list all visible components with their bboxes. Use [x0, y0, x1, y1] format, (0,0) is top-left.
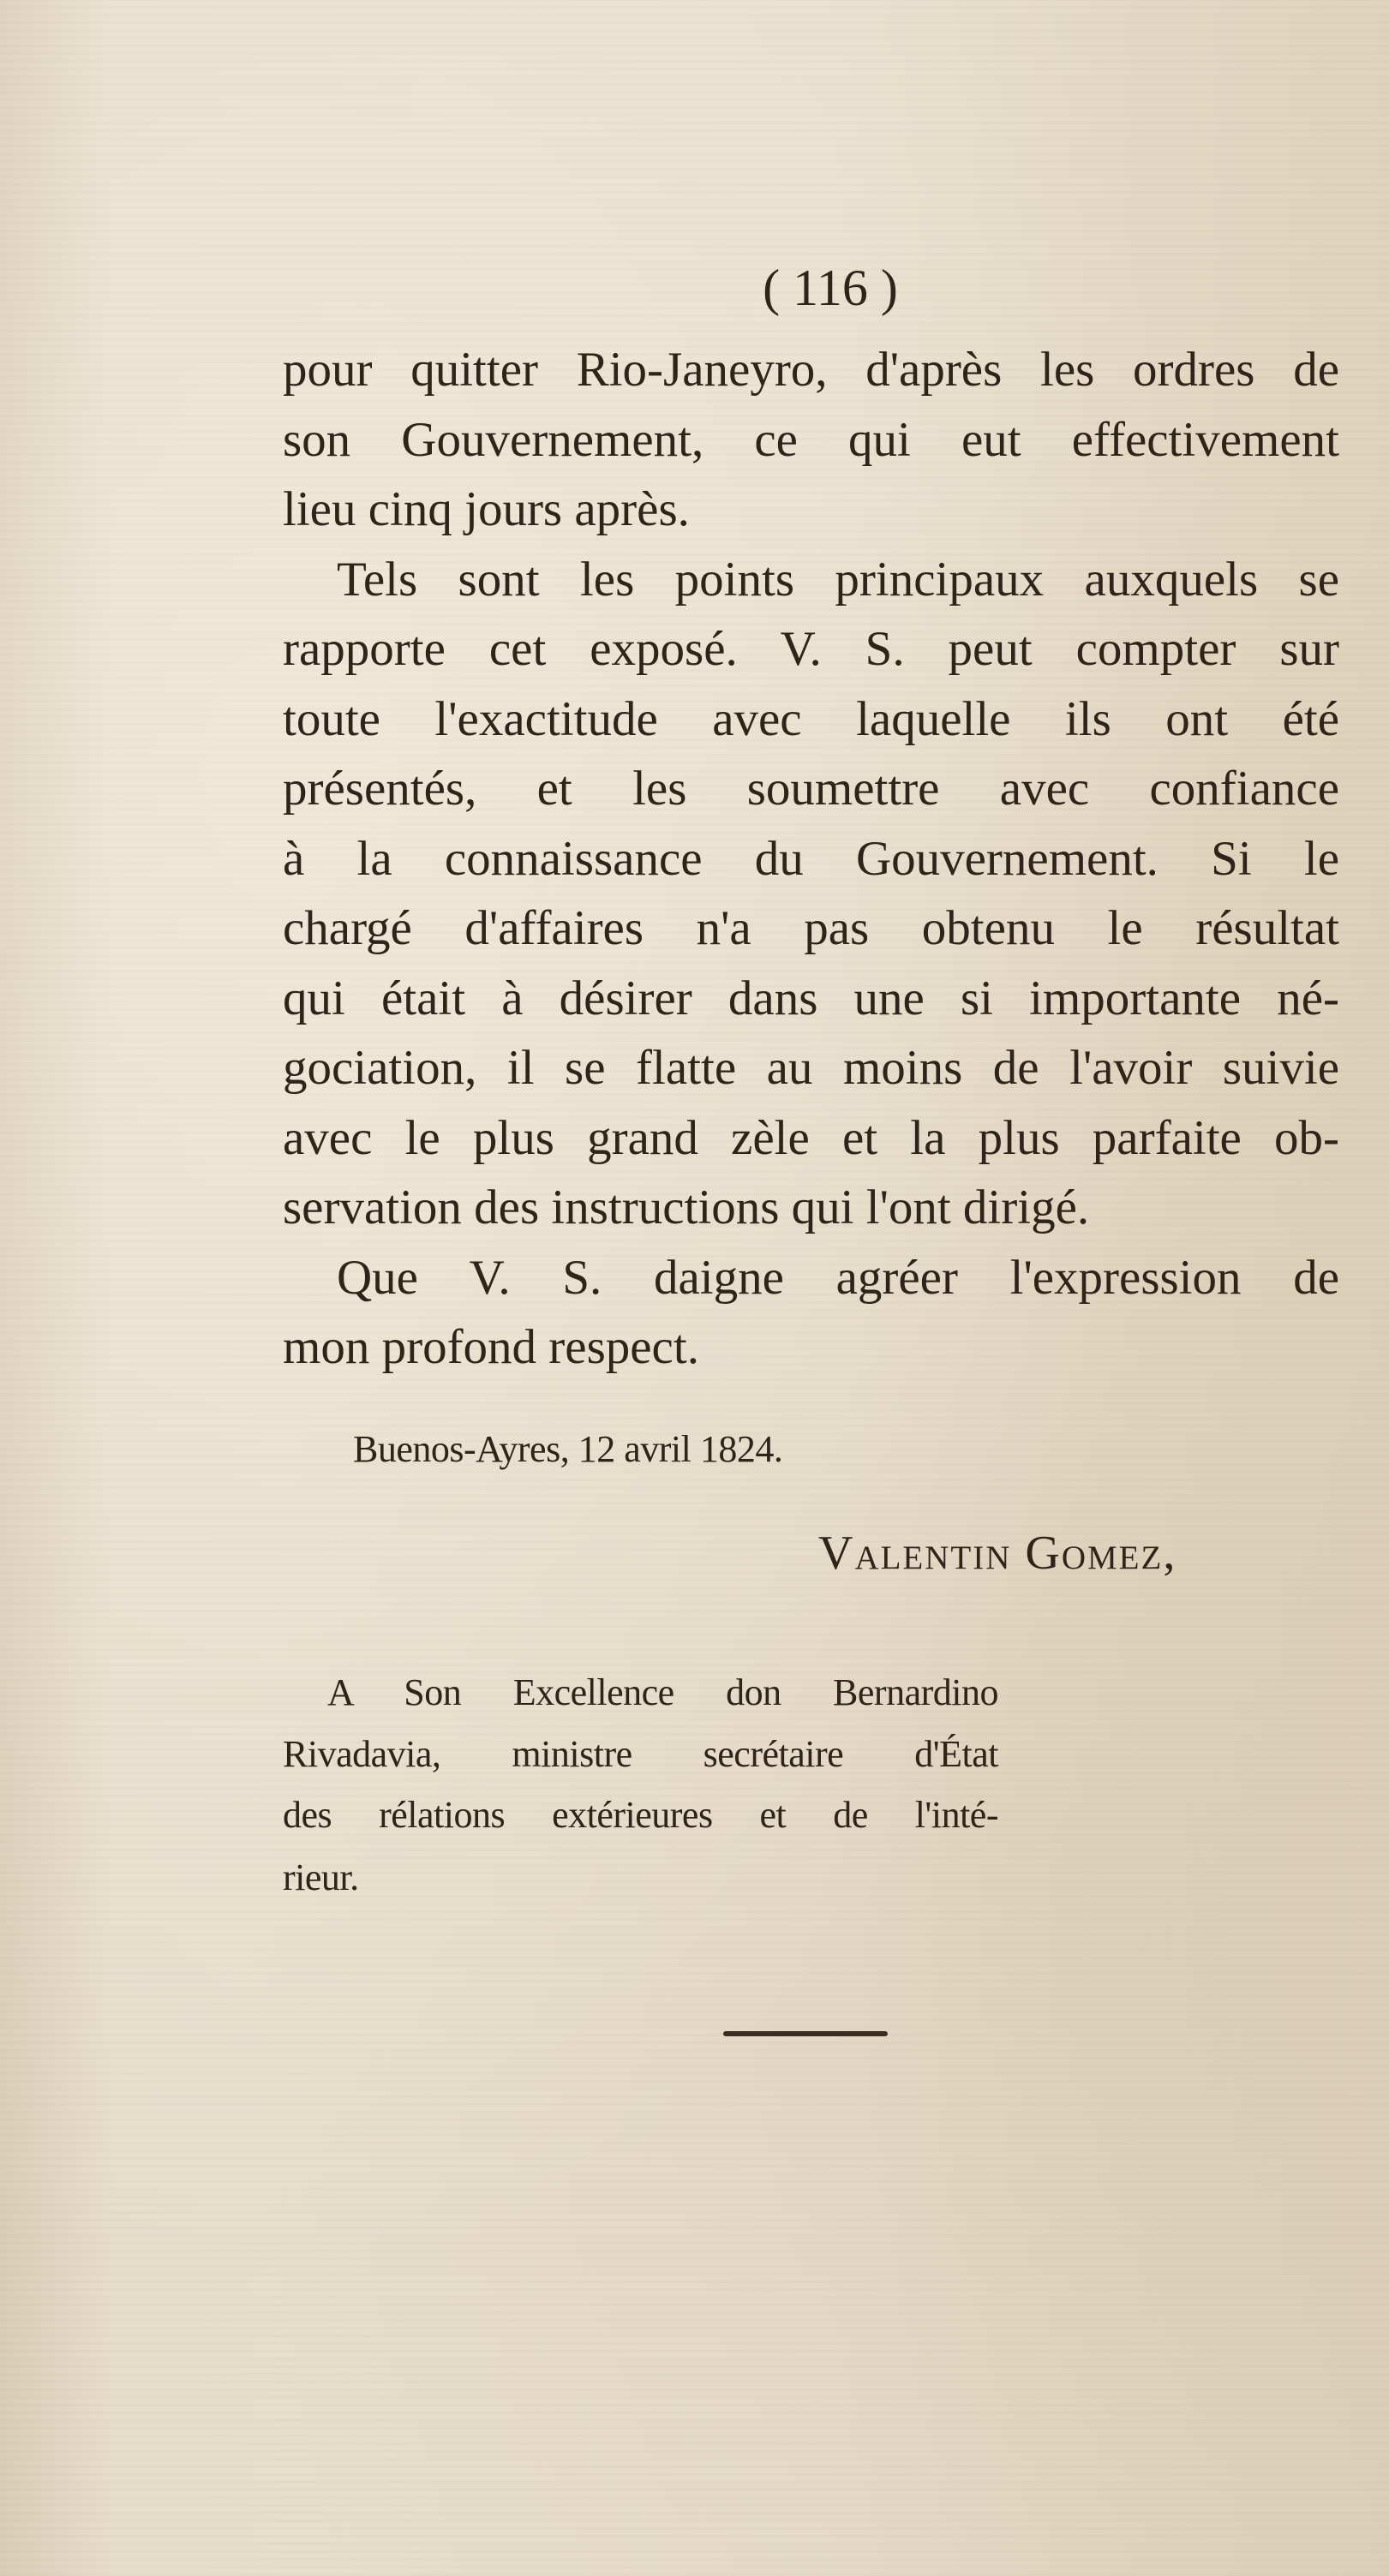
body-line: chargé d'affaires n'a pas obtenu le résultat: [283, 901, 1339, 955]
body-line: présentés, et les soumettre avec confiance: [283, 762, 1339, 816]
body-line: lieu cinq jours après.: [283, 482, 690, 536]
body-line: toute l'exactitude avec laquelle ils ont été: [283, 692, 1339, 746]
address-line: des rélations extérieures et de l'inté-: [283, 1794, 998, 1836]
address-line: Rivadavia, ministre secrétaire d'État: [283, 1733, 998, 1775]
body-line: servation des instructions qui l'ont dirigé.: [283, 1180, 1090, 1234]
body-line: mon profond respect.: [283, 1320, 699, 1374]
address-line: rieur.: [283, 1856, 359, 1898]
body-line: qui était à désirer dans une si importante né-: [283, 971, 1339, 1025]
page-number: ( 116 ): [763, 260, 898, 316]
body-line: gociation, il se flatte au moins de l'avoir suivie: [283, 1041, 1339, 1095]
body-line: son Gouvernement, ce qui eut effectivement: [283, 413, 1339, 467]
body-line: rapporte cet exposé. V. S. peut compter sur: [283, 622, 1339, 676]
body-line: pour quitter Rio-Janeyro, d'après les ordres de: [283, 343, 1339, 397]
body-line: Que V. S. daigne agréer l'expression de: [337, 1251, 1339, 1305]
date-line: Buenos-Ayres, 12 avril 1824.: [353, 1428, 783, 1470]
signature: Valentin Gomez,: [818, 1527, 1177, 1580]
body-line: avec le plus grand zèle et la plus parfaite ob-: [283, 1111, 1339, 1165]
address-line: A Son Excellence don Bernardino: [327, 1671, 998, 1713]
body-line: Tels sont les points principaux auxquels se: [337, 553, 1339, 607]
section-rule: [723, 2031, 888, 2036]
body-line: à la connaissance du Gouvernement. Si le: [283, 832, 1339, 886]
